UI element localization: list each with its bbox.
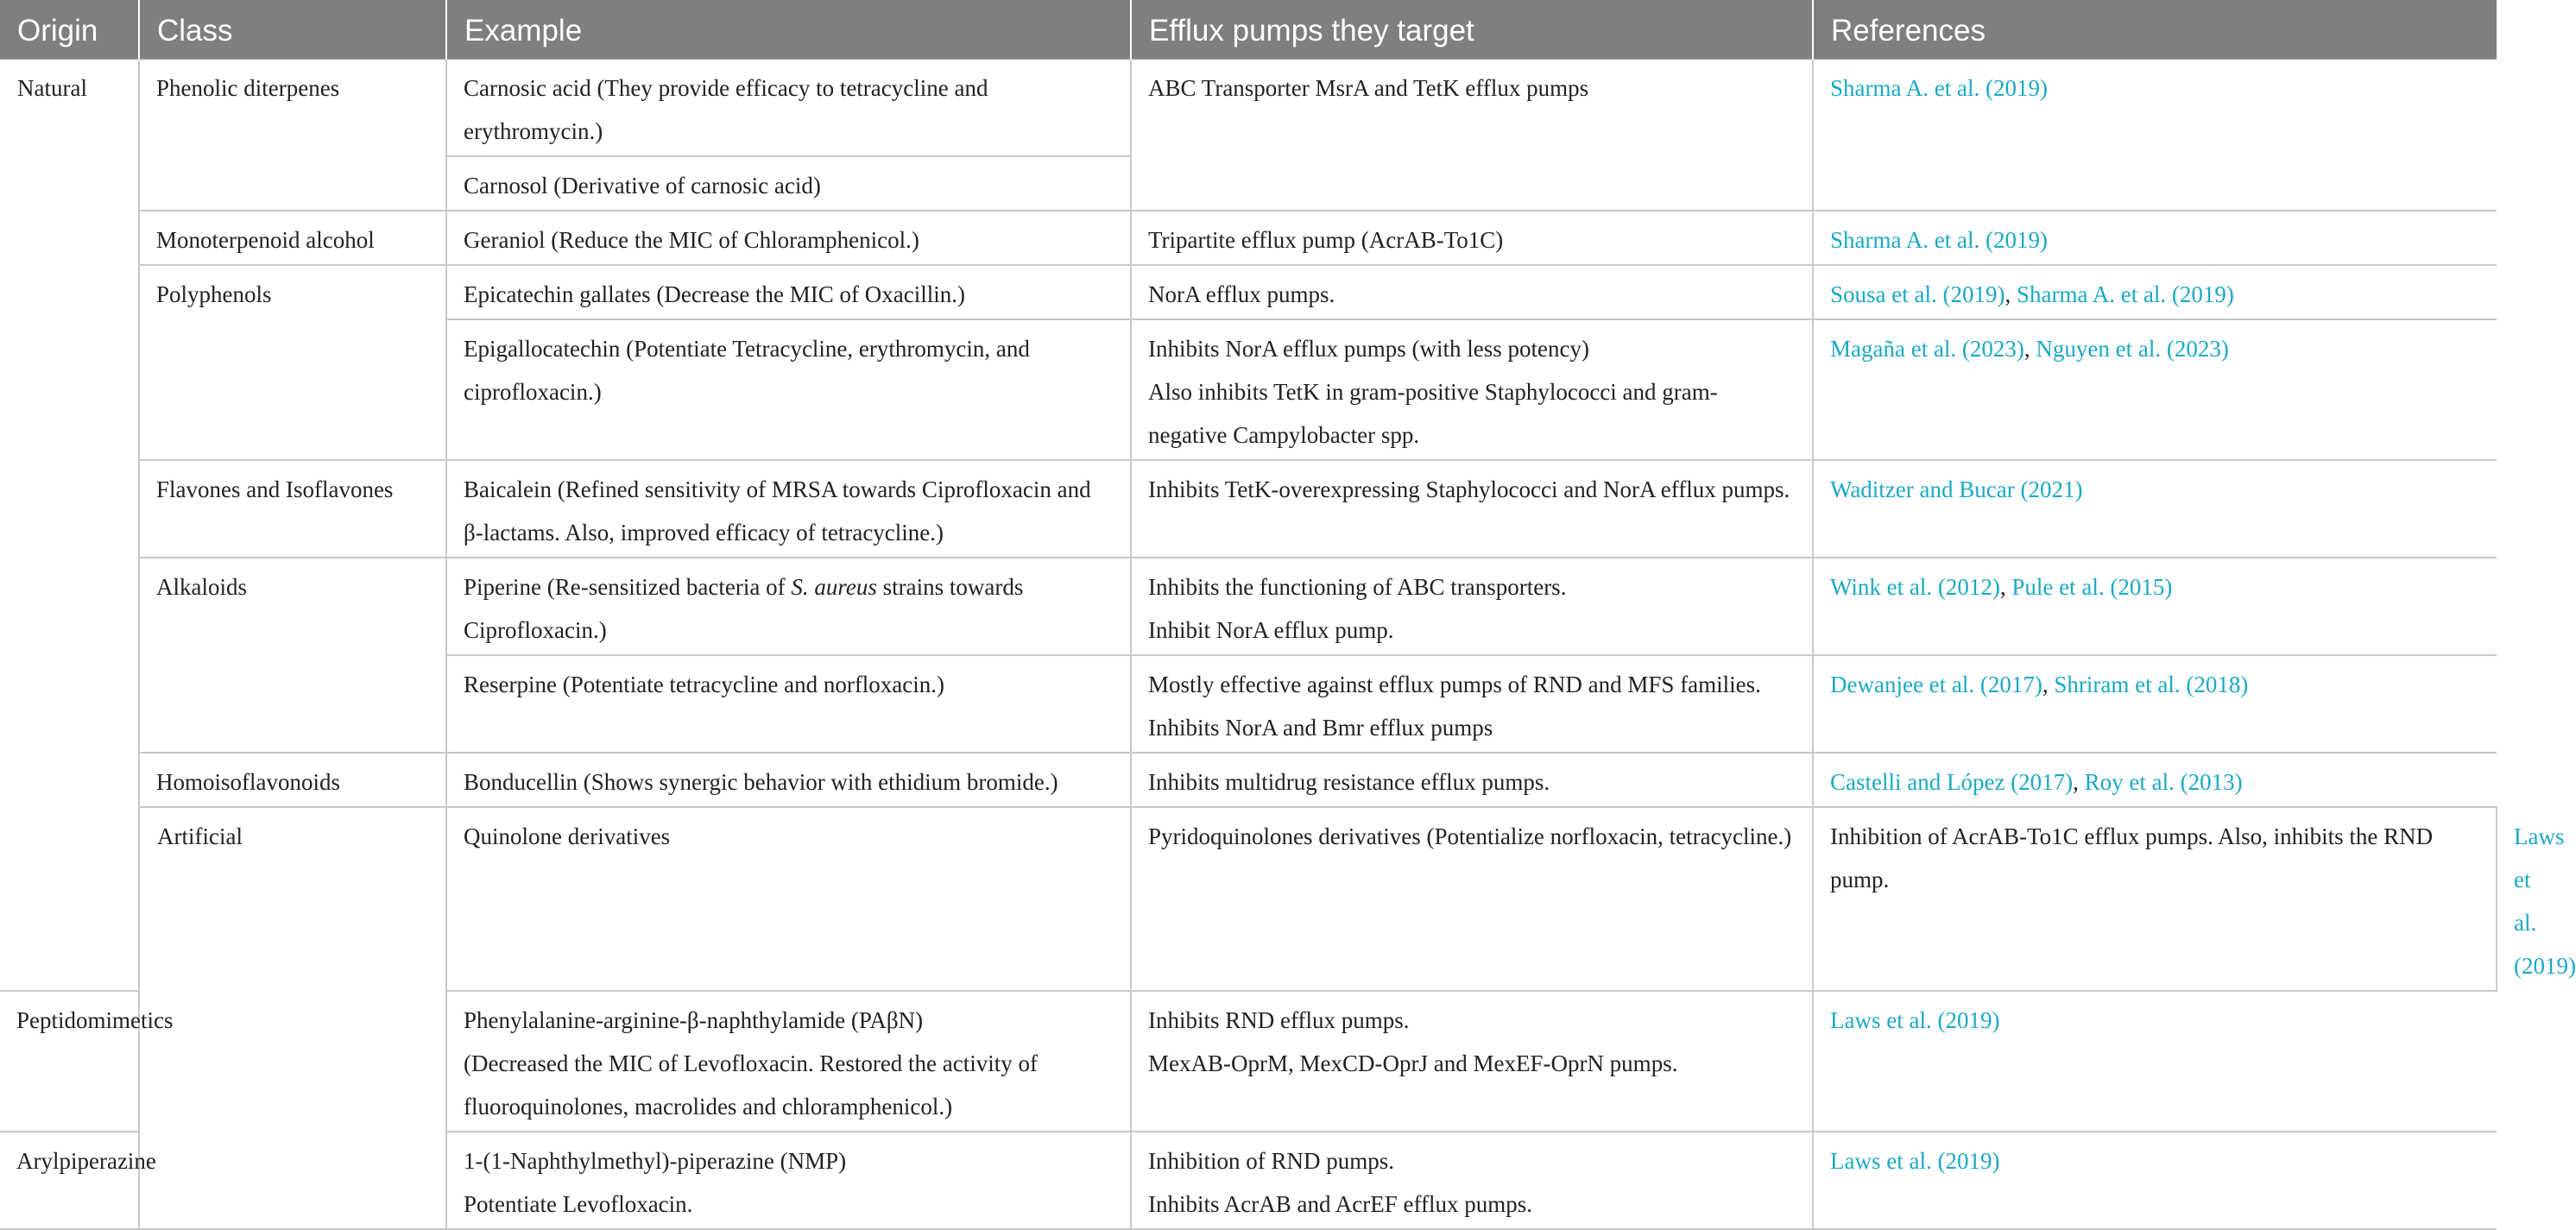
target-line: Inhibits AcrAB and AcrEF efflux pumps. bbox=[1148, 1191, 1532, 1217]
table-row bbox=[0, 753, 2497, 807]
references-cell: Magaña et al. (2023), Nguyen et al. (2023) bbox=[1813, 319, 2497, 460]
header-target: Efflux pumps they target bbox=[1131, 0, 1813, 59]
header-class: Class bbox=[139, 0, 446, 59]
reference-link[interactable]: Laws et al. (2019) bbox=[1830, 1007, 2000, 1033]
target-cell bbox=[1131, 991, 1813, 1132]
table-row bbox=[0, 211, 2497, 265]
reference-link[interactable]: Shriram et al. (2018) bbox=[2054, 672, 2249, 697]
references-cell bbox=[1813, 211, 2497, 265]
example-text: Piperine (Re-sensitized bacteria of bbox=[464, 574, 792, 600]
references-cell bbox=[1813, 59, 2497, 211]
reference-link[interactable]: Nguyen et al. (2023) bbox=[2036, 336, 2229, 362]
example-line: (Decreased the MIC of Levofloxacin. Restored the activity of fluoroquinolones, macrolides and chloramphenicol.) bbox=[464, 1050, 1039, 1120]
table-row bbox=[0, 460, 2497, 558]
target-cell: ABC Transporter MsrA and TetK efflux pumps bbox=[1131, 59, 1813, 211]
table-row bbox=[0, 265, 2497, 319]
species-name: S. aureus bbox=[791, 574, 877, 600]
reference-link[interactable]: Dewanjee et al. (2017) bbox=[1830, 672, 2042, 697]
target-cell: Inhibition of AcrAB-To1C efflux pumps. Also, inhibits the RND pump. bbox=[1813, 807, 2497, 991]
origin-cell: Natural bbox=[0, 59, 139, 991]
reference-link[interactable]: Laws et al. (2019) bbox=[2514, 823, 2576, 979]
header-example: Example bbox=[446, 0, 1131, 59]
example-text: strains towards Ciprofloxacin.) bbox=[464, 574, 1024, 643]
target-line: Inhibits the functioning of ABC transporters. bbox=[1148, 574, 1567, 600]
references-cell: Castelli and López (2017), Roy et al. (2013) bbox=[1813, 753, 2497, 807]
table-row bbox=[0, 59, 2497, 156]
header-origin: Origin bbox=[0, 0, 139, 59]
class-cell: Alkaloids bbox=[139, 558, 446, 753]
example-cell: Baicalein (Refined sensitivity of MRSA towards Ciprofloxacin and β-lactams. Also, improved efficacy of tetracycline.) bbox=[446, 460, 1131, 558]
reference-link[interactable]: Castelli and López (2017) bbox=[1830, 769, 2074, 795]
target-cell bbox=[1131, 1132, 1813, 1229]
class-cell: Peptidomimetics bbox=[0, 991, 139, 1132]
reference-link[interactable]: Sousa et al. (2019) bbox=[1830, 281, 2005, 307]
example-cell: Bonducellin (Shows synergic behavior with ethidium bromide.) bbox=[446, 753, 1131, 807]
example-cell: Pyridoquinolones derivatives (Potentialize norfloxacin, tetracycline.) bbox=[1131, 807, 1813, 991]
example-cell: Carnosol (Derivative of carnosic acid) bbox=[446, 156, 1131, 211]
class-cell: Arylpiperazine bbox=[0, 1132, 139, 1229]
class-cell: Monoterpenoid alcohol bbox=[139, 211, 446, 265]
target-line: Inhibition of RND pumps. bbox=[1148, 1148, 1395, 1174]
example-cell bbox=[446, 991, 1131, 1132]
reference-link[interactable]: Waditzer and Bucar (2021) bbox=[1830, 476, 2083, 502]
example-cell bbox=[446, 558, 1131, 655]
target-line: Mostly effective against efflux pumps of RND and MFS families. bbox=[1148, 672, 1761, 697]
references-cell bbox=[1813, 991, 2497, 1132]
table-row bbox=[0, 807, 2497, 991]
target-line: MexAB-OprM, MexCD-OprJ and MexEF-OprN pumps. bbox=[1148, 1050, 1678, 1076]
class-cell: Phenolic diterpenes bbox=[139, 59, 446, 211]
class-cell: Flavones and Isoflavones bbox=[139, 460, 446, 558]
example-line: 1-(1-Naphthylmethyl)-piperazine (NMP) bbox=[464, 1148, 847, 1174]
reference-link[interactable]: Magaña et al. (2023) bbox=[1830, 336, 2024, 362]
class-cell: Homoisoflavonoids bbox=[139, 753, 446, 807]
references-cell: Wink et al. (2012), Pule et al. (2015) bbox=[1813, 558, 2497, 655]
example-line: Potentiate Levofloxacin. bbox=[464, 1191, 693, 1217]
class-cell: Quinolone derivatives bbox=[446, 807, 1131, 991]
reference-link[interactable]: Sharma A. et al. (2019) bbox=[1830, 227, 2048, 253]
references-cell bbox=[1813, 460, 2497, 558]
reference-link[interactable]: Sharma A. et al. (2019) bbox=[1830, 75, 2048, 101]
target-cell: Inhibits TetK-overexpressing Staphylococci and NorA efflux pumps. bbox=[1131, 460, 1813, 558]
class-cell: Polyphenols bbox=[139, 265, 446, 460]
target-line: Also inhibits TetK in gram-positive Staphylococci and gram-negative Campylobacter spp. bbox=[1148, 379, 1718, 448]
target-line: Inhibit NorA efflux pump. bbox=[1148, 617, 1394, 643]
references-cell: Dewanjee et al. (2017), Shriram et al. (2018) bbox=[1813, 655, 2497, 753]
example-line: Phenylalanine-arginine-β-naphthylamide (PAβN) bbox=[464, 1007, 924, 1033]
example-cell: Epicatechin gallates (Decrease the MIC of Oxacillin.) bbox=[446, 265, 1131, 319]
reference-link[interactable]: Pule et al. (2015) bbox=[2011, 574, 2173, 600]
target-cell bbox=[1131, 558, 1813, 655]
references-cell bbox=[1813, 1132, 2497, 1229]
example-cell: Geraniol (Reduce the MIC of Chloramphenicol.) bbox=[446, 211, 1131, 265]
reference-link[interactable]: Sharma A. et al. (2019) bbox=[2016, 281, 2234, 307]
reference-link[interactable]: Roy et al. (2013) bbox=[2084, 769, 2243, 795]
table-row bbox=[0, 558, 2497, 655]
example-cell: Reserpine (Potentiate tetracycline and norfloxacin.) bbox=[446, 655, 1131, 753]
target-cell: Tripartite efflux pump (AcrAB-To1C) bbox=[1131, 211, 1813, 265]
reference-link[interactable]: Laws et al. (2019) bbox=[1830, 1148, 2000, 1174]
header-references: References bbox=[1813, 0, 2497, 59]
example-cell: Epigallocatechin (Potentiate Tetracycline, erythromycin, and ciprofloxacin.) bbox=[446, 319, 1131, 460]
header-row bbox=[0, 0, 2497, 59]
target-cell bbox=[1131, 655, 1813, 753]
origin-cell: Artificial bbox=[139, 807, 446, 1229]
target-line: Inhibits NorA and Bmr efflux pumps bbox=[1148, 715, 1493, 741]
target-cell bbox=[1131, 319, 1813, 460]
example-cell: Carnosic acid (They provide efficacy to tetracycline and erythromycin.) bbox=[446, 59, 1131, 156]
references-cell: Sousa et al. (2019), Sharma A. et al. (2019) bbox=[1813, 265, 2497, 319]
target-cell: NorA efflux pumps. bbox=[1131, 265, 1813, 319]
target-cell: Inhibits multidrug resistance efflux pumps. bbox=[1131, 753, 1813, 807]
reference-link[interactable]: Wink et al. (2012) bbox=[1830, 574, 2000, 600]
example-cell bbox=[446, 1132, 1131, 1229]
target-line: Inhibits RND efflux pumps. bbox=[1148, 1007, 1410, 1033]
target-line: Inhibits NorA efflux pumps (with less potency) bbox=[1148, 336, 1589, 362]
